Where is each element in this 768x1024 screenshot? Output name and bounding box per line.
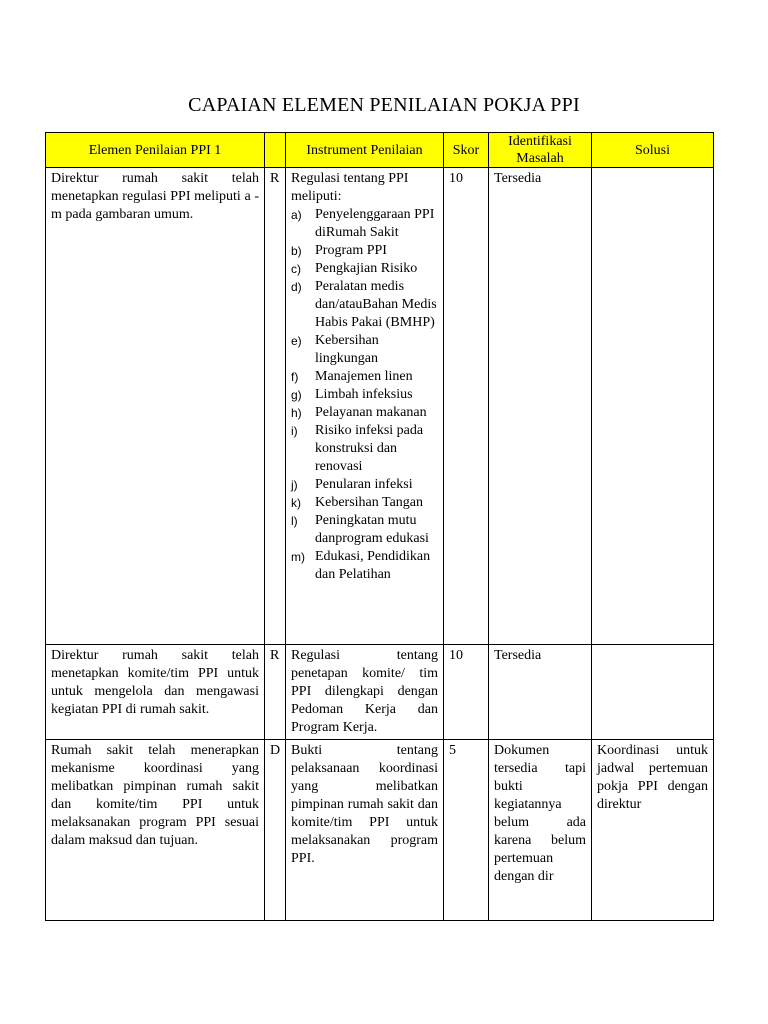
row-2-code: R bbox=[265, 645, 286, 740]
item-marker: l) bbox=[291, 514, 298, 528]
item-text: Penularan infeksi bbox=[315, 477, 413, 492]
list-item bbox=[291, 368, 438, 386]
list-item bbox=[291, 494, 438, 512]
table-row bbox=[46, 740, 714, 921]
item-text: Risiko infeksi pada konstruksi dan renovasi bbox=[315, 423, 424, 474]
row-2-instrument: Regulasi tentang penetapan komite/ tim PPI dilengkapi dengan Pedoman Kerja dan Program Kerja. bbox=[286, 645, 444, 740]
row-2-skor: 10 bbox=[444, 645, 489, 740]
item-text: Kebersihan Tangan bbox=[315, 495, 424, 510]
row-1-skor: 10 bbox=[444, 168, 489, 645]
row-3-skor: 5 bbox=[444, 740, 489, 921]
item-marker: d) bbox=[291, 280, 302, 294]
item-marker: h) bbox=[291, 406, 302, 420]
item-marker: g) bbox=[291, 388, 302, 402]
row-1-solusi bbox=[592, 168, 714, 645]
list-item bbox=[291, 386, 438, 404]
row-2-elemen: Direktur rumah sakit telah menetapkan komite/tim PPI untuk untuk mengelola dan mengawasi kegiatan PPI di rumah sakit. bbox=[46, 645, 265, 740]
row-3-code: D bbox=[265, 740, 286, 921]
item-text: Edukasi, Pendidikan dan Pelatihan bbox=[315, 549, 431, 582]
item-marker: i) bbox=[291, 424, 298, 438]
item-text: Pelayanan makanan bbox=[315, 405, 427, 420]
table-row bbox=[46, 645, 714, 740]
header-solusi: Solusi bbox=[592, 133, 714, 168]
list-item bbox=[291, 332, 438, 368]
item-text: Peningkatan mutu danprogram edukasi bbox=[315, 513, 429, 546]
item-marker: k) bbox=[291, 496, 301, 510]
header-code bbox=[265, 133, 286, 168]
row-3-solusi: Koordinasi untuk jadwal pertemuan pokja PPI dengan direktur bbox=[592, 740, 714, 921]
header-skor: Skor bbox=[444, 133, 489, 168]
row-3-identifikasi: Dokumen tersedia tapi bukti kegiatannya belum ada karena belum pertemuan dengan dir bbox=[489, 740, 592, 921]
item-marker: j) bbox=[291, 478, 298, 492]
item-marker: c) bbox=[291, 262, 301, 276]
row-1-instrument-intro: Regulasi tentang PPI meliputi: bbox=[291, 171, 409, 204]
table-row bbox=[46, 168, 714, 645]
item-text: Penyelenggaraan PPI diRumah Sakit bbox=[315, 207, 435, 240]
header-instrument: Instrument Penilaian bbox=[286, 133, 444, 168]
item-text: Kebersihan lingkungan bbox=[315, 333, 379, 366]
page-title: CAPAIAN ELEMEN PENILAIAN POKJA PPI bbox=[188, 94, 580, 116]
item-text: Manajemen linen bbox=[315, 369, 413, 384]
row-2-identifikasi: Tersedia bbox=[489, 645, 592, 740]
list-item bbox=[291, 512, 438, 548]
row-3-instrument: Bukti tentang pelaksanaan koordinasi yang melibatkan pimpinan rumah sakit dan komite/tim PPI untuk melaksanakan program PPI. bbox=[286, 740, 444, 921]
item-marker: f) bbox=[291, 370, 299, 384]
row-3-elemen: Rumah sakit telah menerapkan mekanisme koordinasi yang melibatkan pimpinan rumah sakit dan komite/tim PPI untuk melaksanakan program PPI sesuai dalam maksud dan tujuan. bbox=[46, 740, 265, 921]
table-header-row bbox=[46, 133, 714, 168]
header-elemen: Elemen Penilaian PPI 1 bbox=[46, 133, 265, 168]
instrument-item-list bbox=[291, 206, 438, 584]
header-identifikasi: Identifikasi Masalah bbox=[489, 133, 592, 168]
row-2-solusi bbox=[592, 645, 714, 740]
list-item bbox=[291, 260, 438, 278]
list-item bbox=[291, 278, 438, 332]
list-item bbox=[291, 242, 438, 260]
list-item bbox=[291, 404, 438, 422]
list-item bbox=[291, 206, 438, 242]
item-marker: e) bbox=[291, 334, 302, 348]
row-1-identifikasi: Tersedia bbox=[489, 168, 592, 645]
item-text: Pengkajian Risiko bbox=[315, 261, 418, 276]
list-item bbox=[291, 422, 438, 476]
item-marker: b) bbox=[291, 244, 302, 258]
assessment-table bbox=[45, 132, 714, 921]
item-marker: a) bbox=[291, 208, 302, 222]
list-item bbox=[291, 476, 438, 494]
item-marker: m) bbox=[291, 550, 305, 564]
item-text: Program PPI bbox=[315, 243, 387, 258]
row-1-instrument bbox=[286, 168, 444, 645]
list-item bbox=[291, 548, 438, 584]
item-text: Limbah infeksius bbox=[315, 387, 413, 402]
row-1-code: R bbox=[265, 168, 286, 645]
item-text: Peralatan medis dan/atauBahan Medis Habis Pakai (BMHP) bbox=[315, 279, 437, 330]
row-1-elemen: Direktur rumah sakit telah menetapkan regulasi PPI meliputi a - m pada gambaran umum. bbox=[46, 168, 265, 645]
